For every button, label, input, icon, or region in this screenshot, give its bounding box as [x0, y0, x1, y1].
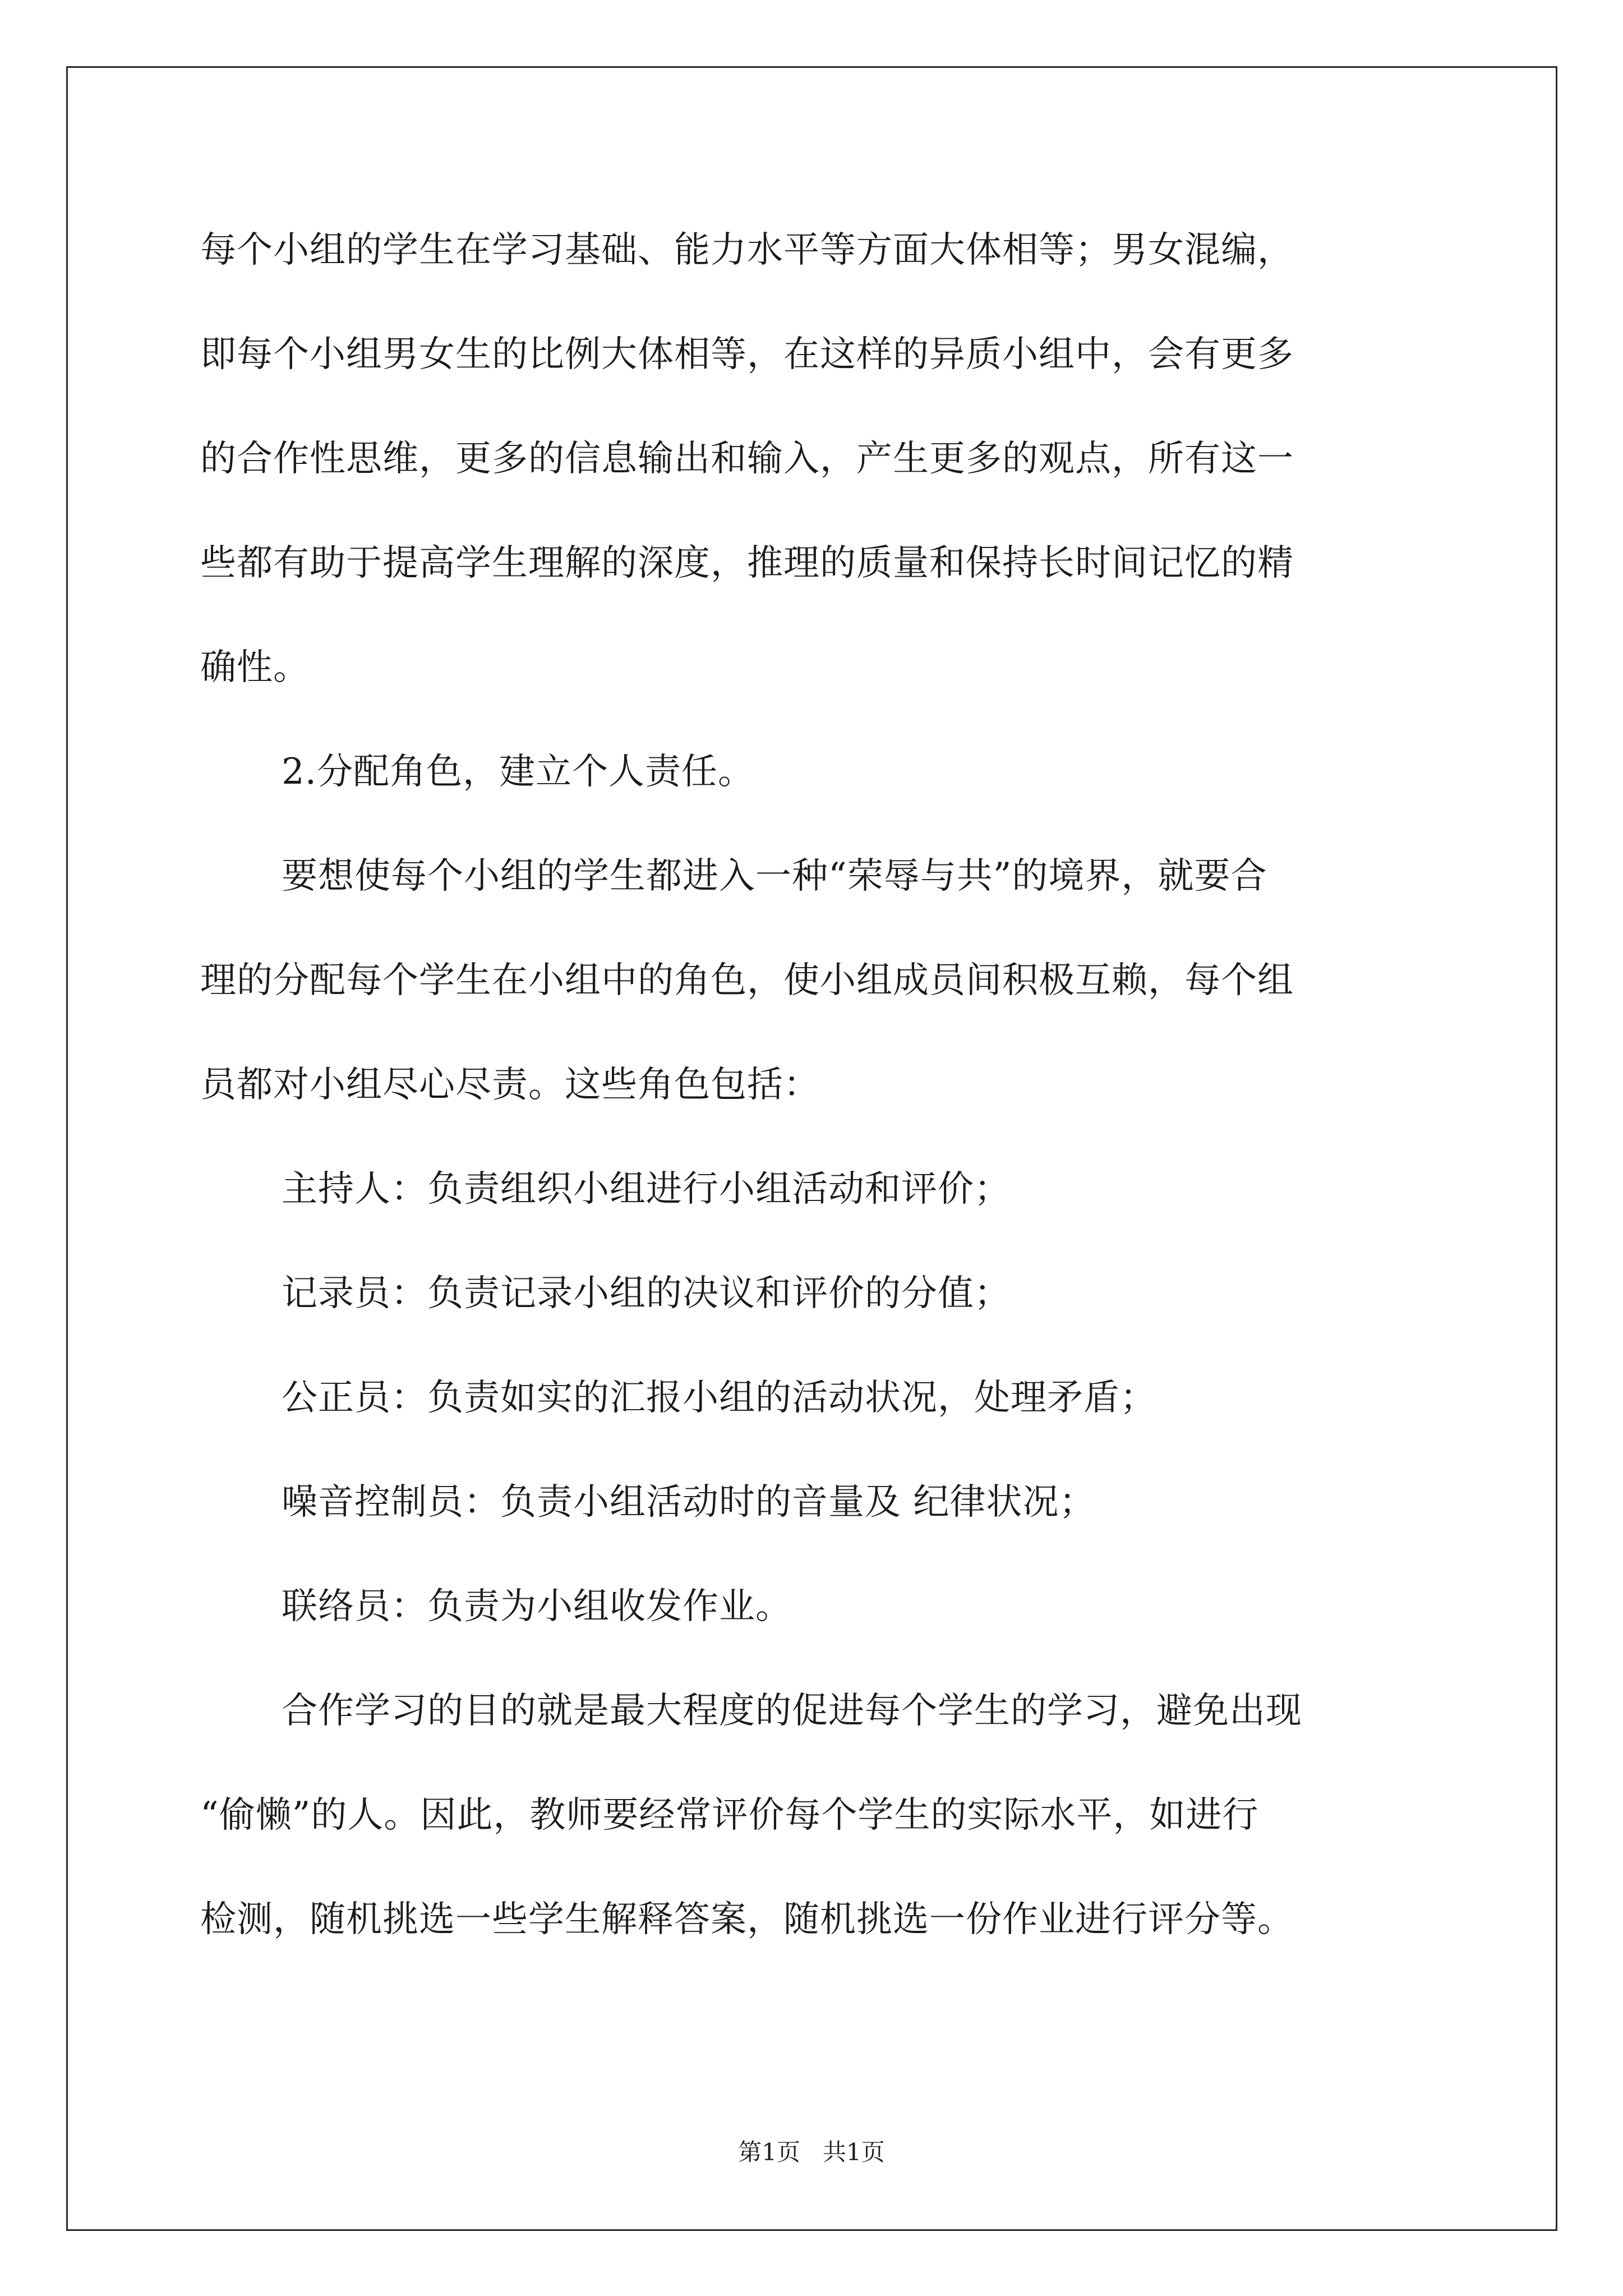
text-line: 些都有助于提高学生理解的深度，推理的质量和保持长时间记忆的精 — [200, 542, 1294, 584]
role-item-arbiter — [200, 1346, 1428, 1450]
role-text: 记录员：负责记录小组的决议和评价的分值； — [282, 1273, 1011, 1314]
role-item-host — [200, 1137, 1428, 1241]
paragraph-1 — [200, 198, 1428, 720]
text-line: 检测，随机挑选一些学生解释答案，随机挑选一份作业进行评分等。 — [200, 1899, 1294, 1940]
role-item-liaison — [200, 1554, 1428, 1659]
page-footer: 第1页 共1页 — [738, 2138, 885, 2166]
heading-text: 2.分配角色，建立个人责任。 — [282, 751, 755, 793]
text-line: 理的分配每个学生在小组中的角色，使小组成员间积极互赖，每个组 — [200, 960, 1294, 1001]
text-line: “偷懒”的人。因此，教师要经常评价每个学生的实际水平，如进行 — [200, 1795, 1259, 1836]
role-text: 主持人：负责组织小组进行小组活动和评价； — [282, 1168, 1011, 1210]
paragraph-3 — [200, 1659, 1428, 1972]
text-line: 要想使每个小组的学生都进入一种“荣辱与共”的境界，就要合 — [282, 855, 1267, 897]
text-line: 即每个小组男女生的比例大体相等，在这样的异质小组中，会有更多 — [200, 334, 1294, 375]
text-line: 合作学习的目的就是最大程度的促进每个学生的学习，避免出现 — [282, 1690, 1302, 1732]
text-line: 确性。 — [200, 647, 310, 688]
role-text: 联络员：负责为小组收发作业。 — [282, 1586, 792, 1627]
role-item-recorder — [200, 1241, 1428, 1346]
paragraph-2 — [200, 824, 1428, 1137]
role-text: 噪音控制员：负责小组活动时的音量及 纪律状况； — [282, 1481, 1096, 1523]
role-item-noise-controller — [200, 1450, 1428, 1554]
role-text: 公正员：负责如实的汇报小组的活动状况，处理矛盾； — [282, 1377, 1156, 1419]
text-line: 每个小组的学生在学习基础、能力水平等方面大体相等；男女混编， — [200, 229, 1294, 271]
document-body — [200, 198, 1428, 1972]
text-line: 的合作性思维，更多的信息输出和输入，产生更多的观点，所有这一 — [200, 438, 1294, 480]
text-line: 员都对小组尽心尽责。这些角色包括： — [200, 1064, 820, 1106]
section-heading — [200, 720, 1428, 824]
